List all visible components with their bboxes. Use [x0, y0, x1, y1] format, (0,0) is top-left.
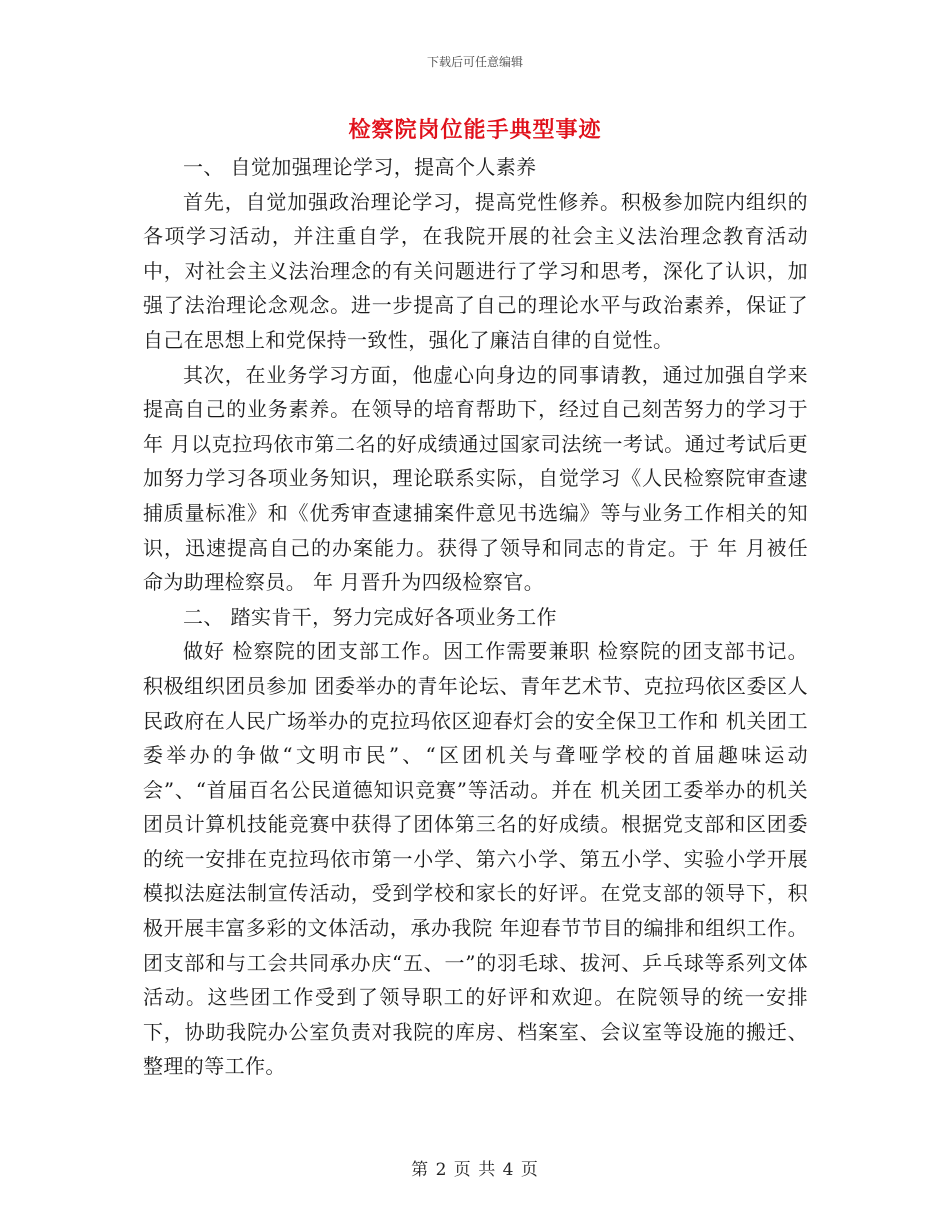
- section-heading-1: 一、 自觉加强理论学习，提高个人素养: [183, 155, 537, 179]
- document-title: 检察院岗位能手典型事迹: [348, 117, 602, 143]
- paragraph-1: 首先，自觉加强政治理论学习，提高党性修养。积极参加院内组织的各项学习活动，并注重自学，在我院开展的社会主义法治理念教育活动中，对社会主义法治理念的有关问题进行了学习和思考，深化了认识，加强了法治理论念观念。进一步提高了自己的理论水平与政治素养，保证了自己在思想上和党保持一致性，强化了廉洁自律的自觉性。: [143, 189, 808, 352]
- section-heading-2: 二、 踏实肯干，努力完成好各项业务工作: [183, 604, 557, 629]
- paragraph-3: 做好 检察院的团支部工作。因工作需要兼职 检察院的团支部书记。积极组织团员参加 团委举办的青年论坛、青年艺术节、克拉玛依区委区人民政府在人民广场举办的克拉玛依区迎春灯会的安全保卫工作和 机关团工委举办的争做“文明市民”、“区团机关与聋哑学校的首届趣味运动会”、“首届百名公民道德知识竞赛”等活动。并在 机关团工委举办的机关团员计算机技能竞赛中获得了团体第三名的好成绩。根据党支部和区团委的统一安排在克拉玛依市第一小学、第六小学、第五小学、实验小学开展模拟法庭法制宣传活动，受到学校和家长的好评。在党支部的领导下，积极开展丰富多彩的文体活动，承办我院 年迎春节节目的编排和组织工作。团支部和与工会共同承办庆“五、一”的羽毛球、拔河、乒乓球等系列文体活动。这些团工作受到了领导职工的好评和欢迎。在院领导的统一安排下，协助我院办公室负责对我院的库房、档案室、会议室等设施的搬迁、整理的等工作。: [143, 639, 808, 1079]
- document-body: [143, 150, 808, 1084]
- page-number-footer: 第 2 页 共 4 页: [411, 1160, 539, 1180]
- header-note: 下载后可任意编辑: [426, 55, 523, 69]
- paragraph-2: 其次，在业务学习方面，他虚心向身边的同事请教，通过加强自学来提高自己的业务素养。在领导的培育帮助下，经过自己刻苦努力的学习于 年 月以克拉玛依市第二名的好成绩通过国家司法统一考试。通过考试后更加努力学习各项业务知识，理论联系实际，自觉学习《人民检察院审查逮捕质量标准》和《优秀审查逮捕案件意见书选编》等与业务工作相关的知识，迅速提高自己的办案能力。获得了领导和同志的肯定。于 年 月被任命为助理检察员。 年 月晋升为四级检察官。: [143, 362, 808, 595]
